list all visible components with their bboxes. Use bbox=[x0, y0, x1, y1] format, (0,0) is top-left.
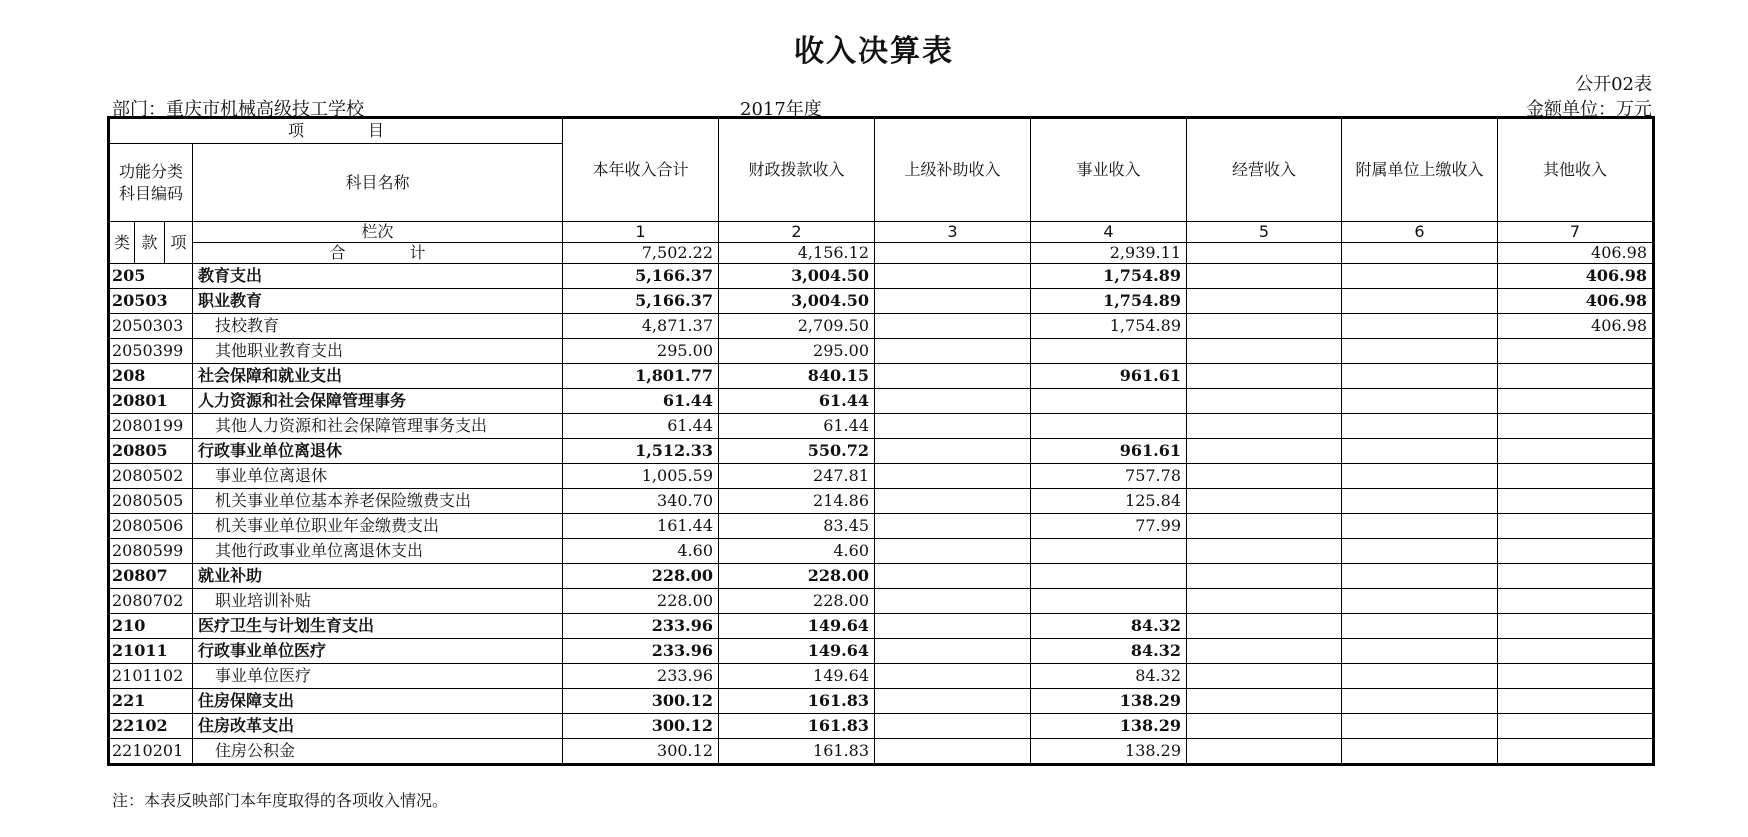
row-value bbox=[1187, 589, 1342, 614]
row-code: 2050303 bbox=[109, 314, 193, 339]
header-xiang: 项 bbox=[165, 222, 193, 264]
row-value: 84.32 bbox=[1031, 639, 1187, 664]
row-value bbox=[1187, 339, 1342, 364]
row-value: 1,754.89 bbox=[1031, 314, 1187, 339]
row-value bbox=[1498, 489, 1654, 514]
row-value: 61.44 bbox=[563, 389, 719, 414]
page-title: 收入决算表 bbox=[794, 34, 954, 69]
row-value: 961.61 bbox=[1031, 364, 1187, 389]
row-value: 84.32 bbox=[1031, 664, 1187, 689]
row-value bbox=[1498, 389, 1654, 414]
row-value bbox=[1342, 714, 1498, 739]
footnote: 注：本表反映部门本年度取得的各项收入情况。 bbox=[112, 791, 449, 810]
row-value: 83.45 bbox=[719, 514, 875, 539]
row-code: 20807 bbox=[109, 564, 193, 589]
row-subject-name: 职业教育 bbox=[193, 289, 563, 314]
row-subject-name: 社会保障和就业支出 bbox=[193, 364, 563, 389]
row-value bbox=[1342, 739, 1498, 765]
table-row bbox=[109, 439, 1654, 464]
row-code: 2101102 bbox=[109, 664, 193, 689]
row-value bbox=[1187, 464, 1342, 489]
table-row bbox=[109, 489, 1654, 514]
col-num-6: 6 bbox=[1342, 222, 1498, 243]
table-row bbox=[109, 664, 1654, 689]
row-value: 300.12 bbox=[563, 739, 719, 765]
row-value bbox=[1187, 714, 1342, 739]
table-row bbox=[109, 389, 1654, 414]
row-value bbox=[1342, 389, 1498, 414]
row-value: 149.64 bbox=[719, 639, 875, 664]
row-value bbox=[1498, 439, 1654, 464]
form-number: 公开02表 bbox=[1575, 74, 1652, 95]
row-value bbox=[1187, 389, 1342, 414]
row-value: 406.98 bbox=[1498, 289, 1654, 314]
row-value bbox=[1342, 489, 1498, 514]
row-value: 149.64 bbox=[719, 614, 875, 639]
row-value: 5,166.37 bbox=[563, 289, 719, 314]
header-col-6: 附属单位上缴收入 bbox=[1342, 118, 1498, 222]
row-value bbox=[1187, 664, 1342, 689]
row-value: 161.83 bbox=[719, 739, 875, 765]
row-code: 20805 bbox=[109, 439, 193, 464]
total-value: 7,502.22 bbox=[563, 243, 719, 264]
row-value: 228.00 bbox=[563, 589, 719, 614]
table-row bbox=[109, 339, 1654, 364]
header-col-7: 其他收入 bbox=[1498, 118, 1654, 222]
row-value bbox=[1187, 514, 1342, 539]
row-value bbox=[1187, 614, 1342, 639]
row-value bbox=[1342, 464, 1498, 489]
header-lei: 类 bbox=[109, 222, 135, 264]
income-statement-table bbox=[107, 116, 1655, 766]
row-value bbox=[1342, 364, 1498, 389]
row-value bbox=[1342, 689, 1498, 714]
row-value bbox=[875, 564, 1031, 589]
header-lanci: 栏次 bbox=[193, 222, 563, 243]
row-value bbox=[875, 339, 1031, 364]
row-value: 233.96 bbox=[563, 664, 719, 689]
row-value bbox=[1498, 664, 1654, 689]
table-row bbox=[109, 564, 1654, 589]
row-value bbox=[1498, 464, 1654, 489]
row-value bbox=[1498, 739, 1654, 765]
row-value bbox=[1187, 264, 1342, 289]
row-value bbox=[1498, 339, 1654, 364]
row-value bbox=[1498, 564, 1654, 589]
row-value bbox=[1031, 414, 1187, 439]
row-subject-name: 行政事业单位医疗 bbox=[193, 639, 563, 664]
header-func-code: 功能分类科目编码 bbox=[109, 144, 193, 222]
row-value: 406.98 bbox=[1498, 314, 1654, 339]
amount-unit: 金额单位：万元 bbox=[1526, 99, 1652, 120]
row-value bbox=[1498, 589, 1654, 614]
row-subject-name: 行政事业单位离退休 bbox=[193, 439, 563, 464]
table-row bbox=[109, 539, 1654, 564]
row-subject-name: 事业单位医疗 bbox=[193, 664, 563, 689]
row-value bbox=[1342, 264, 1498, 289]
row-value bbox=[1031, 564, 1187, 589]
row-subject-name: 其他行政事业单位离退休支出 bbox=[193, 539, 563, 564]
row-code: 2050399 bbox=[109, 339, 193, 364]
table-row bbox=[109, 264, 1654, 289]
row-value bbox=[1342, 639, 1498, 664]
table-row bbox=[109, 639, 1654, 664]
table-row bbox=[109, 314, 1654, 339]
col-num-5: 5 bbox=[1187, 222, 1342, 243]
row-value: 1,801.77 bbox=[563, 364, 719, 389]
table-row bbox=[109, 739, 1654, 765]
row-value: 300.12 bbox=[563, 689, 719, 714]
header-col-5: 经营收入 bbox=[1187, 118, 1342, 222]
row-value bbox=[1187, 439, 1342, 464]
row-value: 149.64 bbox=[719, 664, 875, 689]
header-col-2: 财政拨款收入 bbox=[719, 118, 875, 222]
header-col-4: 事业收入 bbox=[1031, 118, 1187, 222]
row-value bbox=[875, 264, 1031, 289]
col-num-1: 1 bbox=[563, 222, 719, 243]
row-value bbox=[875, 539, 1031, 564]
total-value bbox=[875, 243, 1031, 264]
table-row bbox=[109, 414, 1654, 439]
row-value: 4,871.37 bbox=[563, 314, 719, 339]
row-code: 210 bbox=[109, 614, 193, 639]
row-value: 228.00 bbox=[719, 589, 875, 614]
row-subject-name: 住房保障支出 bbox=[193, 689, 563, 714]
row-value bbox=[1187, 414, 1342, 439]
row-value: 840.15 bbox=[719, 364, 875, 389]
row-value: 161.83 bbox=[719, 689, 875, 714]
row-value bbox=[875, 514, 1031, 539]
row-value: 300.12 bbox=[563, 714, 719, 739]
row-value: 1,754.89 bbox=[1031, 264, 1187, 289]
col-num-7: 7 bbox=[1498, 222, 1654, 243]
table-row bbox=[109, 589, 1654, 614]
col-num-3: 3 bbox=[875, 222, 1031, 243]
row-value bbox=[1187, 489, 1342, 514]
table-row bbox=[109, 689, 1654, 714]
row-code: 2080599 bbox=[109, 539, 193, 564]
header-item: 项 目 bbox=[109, 118, 563, 144]
row-value bbox=[1342, 589, 1498, 614]
row-value: 233.96 bbox=[563, 614, 719, 639]
row-value bbox=[875, 289, 1031, 314]
row-subject-name: 就业补助 bbox=[193, 564, 563, 589]
header-subject-name: 科目名称 bbox=[193, 144, 563, 222]
row-value: 125.84 bbox=[1031, 489, 1187, 514]
row-value bbox=[1342, 664, 1498, 689]
row-value: 138.29 bbox=[1031, 714, 1187, 739]
row-value bbox=[1342, 439, 1498, 464]
row-subject-name: 其他人力资源和社会保障管理事务支出 bbox=[193, 414, 563, 439]
row-value: 138.29 bbox=[1031, 739, 1187, 765]
row-code: 221 bbox=[109, 689, 193, 714]
table-row bbox=[109, 714, 1654, 739]
department-label: 部门：重庆市机械高级技工学校 bbox=[112, 99, 364, 120]
row-value bbox=[875, 364, 1031, 389]
row-value: 84.32 bbox=[1031, 614, 1187, 639]
row-code: 208 bbox=[109, 364, 193, 389]
row-value bbox=[875, 664, 1031, 689]
row-value bbox=[1498, 689, 1654, 714]
row-value: 228.00 bbox=[563, 564, 719, 589]
row-value: 61.44 bbox=[563, 414, 719, 439]
row-value bbox=[1031, 589, 1187, 614]
row-value: 4.60 bbox=[563, 539, 719, 564]
row-value bbox=[1498, 614, 1654, 639]
row-value: 1,005.59 bbox=[563, 464, 719, 489]
row-value bbox=[1187, 739, 1342, 765]
row-value bbox=[1342, 339, 1498, 364]
row-subject-name: 机关事业单位职业年金缴费支出 bbox=[193, 514, 563, 539]
header-col-1: 本年收入合计 bbox=[563, 118, 719, 222]
row-code: 20801 bbox=[109, 389, 193, 414]
row-value bbox=[1342, 314, 1498, 339]
row-value bbox=[1342, 514, 1498, 539]
col-num-2: 2 bbox=[719, 222, 875, 243]
row-code: 2080506 bbox=[109, 514, 193, 539]
row-value bbox=[1498, 714, 1654, 739]
row-code: 2080702 bbox=[109, 589, 193, 614]
header-col-3: 上级补助收入 bbox=[875, 118, 1031, 222]
row-subject-name: 其他职业教育支出 bbox=[193, 339, 563, 364]
row-value: 406.98 bbox=[1498, 264, 1654, 289]
row-subject-name: 教育支出 bbox=[193, 264, 563, 289]
row-value: 4.60 bbox=[719, 539, 875, 564]
row-value: 138.29 bbox=[1031, 689, 1187, 714]
row-subject-name: 职业培训补贴 bbox=[193, 589, 563, 614]
row-code: 20503 bbox=[109, 289, 193, 314]
row-value bbox=[1498, 539, 1654, 564]
total-label: 合 计 bbox=[193, 243, 563, 264]
row-code: 205 bbox=[109, 264, 193, 289]
row-value bbox=[875, 439, 1031, 464]
row-value: 757.78 bbox=[1031, 464, 1187, 489]
row-value bbox=[875, 389, 1031, 414]
row-value bbox=[1187, 639, 1342, 664]
row-code: 22102 bbox=[109, 714, 193, 739]
row-value bbox=[875, 589, 1031, 614]
row-value bbox=[1031, 339, 1187, 364]
row-value bbox=[875, 314, 1031, 339]
row-value: 1,754.89 bbox=[1031, 289, 1187, 314]
row-value: 77.99 bbox=[1031, 514, 1187, 539]
col-num-4: 4 bbox=[1031, 222, 1187, 243]
row-value bbox=[875, 739, 1031, 765]
row-value: 961.61 bbox=[1031, 439, 1187, 464]
total-value: 2,939.11 bbox=[1031, 243, 1187, 264]
total-value: 4,156.12 bbox=[719, 243, 875, 264]
row-value: 2,709.50 bbox=[719, 314, 875, 339]
total-value bbox=[1187, 243, 1342, 264]
row-value bbox=[1031, 539, 1187, 564]
total-value: 406.98 bbox=[1498, 243, 1654, 264]
row-value: 214.86 bbox=[719, 489, 875, 514]
row-subject-name: 人力资源和社会保障管理事务 bbox=[193, 389, 563, 414]
row-value: 247.81 bbox=[719, 464, 875, 489]
row-value bbox=[875, 464, 1031, 489]
row-value bbox=[1187, 289, 1342, 314]
row-subject-name: 事业单位离退休 bbox=[193, 464, 563, 489]
header-kuan: 款 bbox=[135, 222, 165, 264]
row-value bbox=[1342, 539, 1498, 564]
row-code: 2080505 bbox=[109, 489, 193, 514]
row-value bbox=[1498, 639, 1654, 664]
table-row bbox=[109, 289, 1654, 314]
row-subject-name: 机关事业单位基本养老保险缴费支出 bbox=[193, 489, 563, 514]
row-value bbox=[1342, 564, 1498, 589]
row-value: 3,004.50 bbox=[719, 289, 875, 314]
table-row bbox=[109, 364, 1654, 389]
row-value: 161.44 bbox=[563, 514, 719, 539]
row-code: 21011 bbox=[109, 639, 193, 664]
table-row bbox=[109, 514, 1654, 539]
row-value bbox=[875, 689, 1031, 714]
row-value bbox=[1187, 539, 1342, 564]
row-value: 228.00 bbox=[719, 564, 875, 589]
row-value bbox=[1187, 364, 1342, 389]
row-value bbox=[875, 414, 1031, 439]
row-value bbox=[875, 714, 1031, 739]
row-value: 3,004.50 bbox=[719, 264, 875, 289]
row-subject-name: 医疗卫生与计划生育支出 bbox=[193, 614, 563, 639]
row-value bbox=[875, 489, 1031, 514]
total-value bbox=[1342, 243, 1498, 264]
row-value bbox=[875, 639, 1031, 664]
row-value: 161.83 bbox=[719, 714, 875, 739]
table-row bbox=[109, 614, 1654, 639]
row-value bbox=[1342, 289, 1498, 314]
row-value bbox=[1187, 314, 1342, 339]
row-value: 295.00 bbox=[719, 339, 875, 364]
row-value bbox=[1342, 614, 1498, 639]
row-value bbox=[875, 614, 1031, 639]
row-value: 61.44 bbox=[719, 414, 875, 439]
row-subject-name: 技校教育 bbox=[193, 314, 563, 339]
row-value: 61.44 bbox=[719, 389, 875, 414]
row-value bbox=[1498, 514, 1654, 539]
fiscal-year: 2017年度 bbox=[740, 99, 822, 120]
row-value: 340.70 bbox=[563, 489, 719, 514]
row-value bbox=[1187, 564, 1342, 589]
row-code: 2210201 bbox=[109, 739, 193, 765]
row-value: 5,166.37 bbox=[563, 264, 719, 289]
row-value: 233.96 bbox=[563, 639, 719, 664]
row-value: 295.00 bbox=[563, 339, 719, 364]
row-code: 2080502 bbox=[109, 464, 193, 489]
row-subject-name: 住房公积金 bbox=[193, 739, 563, 765]
row-value bbox=[1031, 389, 1187, 414]
row-value bbox=[1498, 364, 1654, 389]
row-value: 550.72 bbox=[719, 439, 875, 464]
row-value bbox=[1498, 414, 1654, 439]
row-value: 1,512.33 bbox=[563, 439, 719, 464]
row-value bbox=[1187, 689, 1342, 714]
row-value bbox=[1342, 414, 1498, 439]
row-code: 2080199 bbox=[109, 414, 193, 439]
row-subject-name: 住房改革支出 bbox=[193, 714, 563, 739]
table-row bbox=[109, 464, 1654, 489]
